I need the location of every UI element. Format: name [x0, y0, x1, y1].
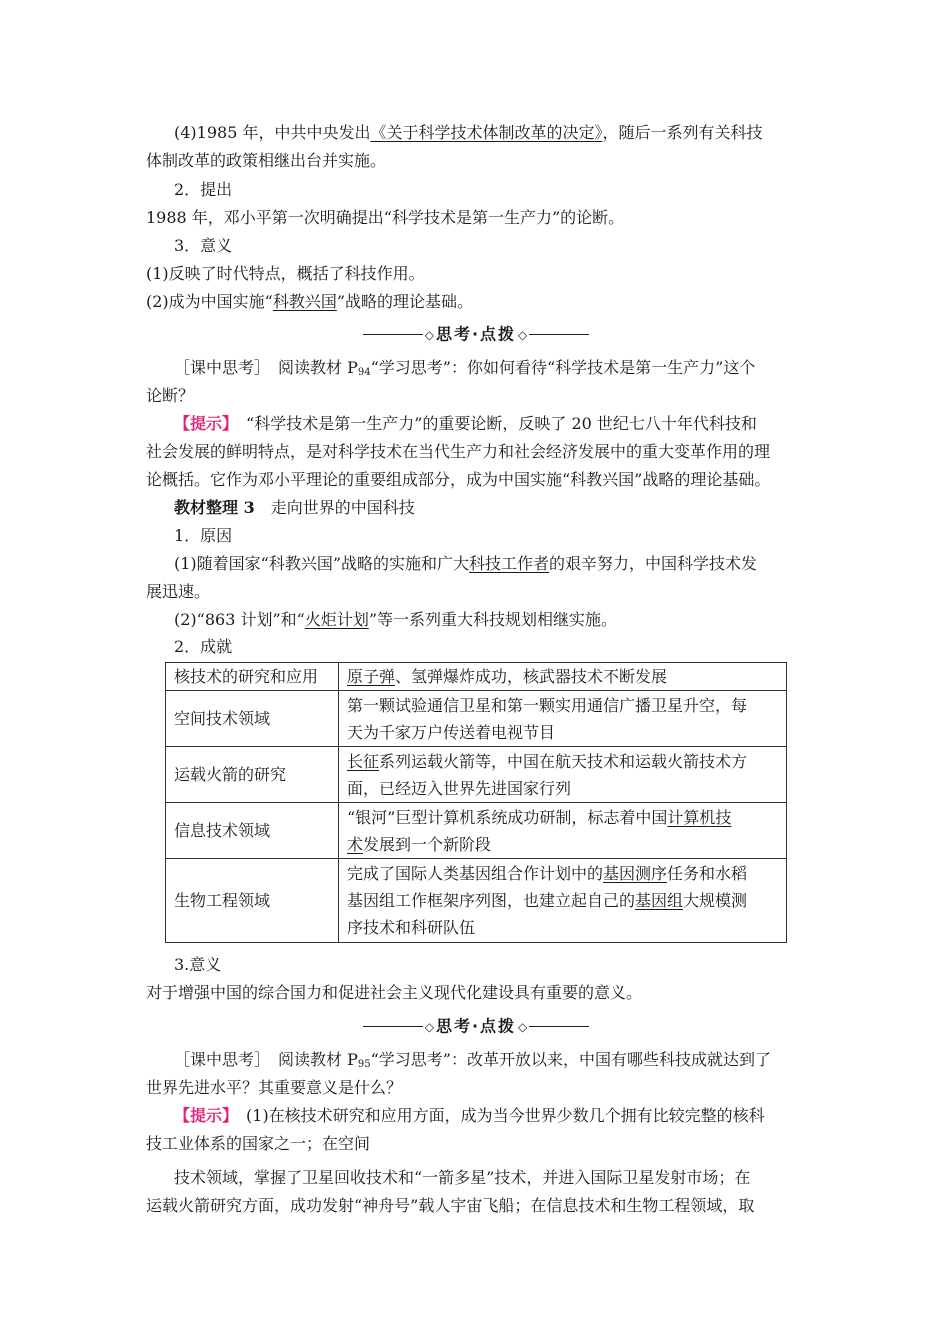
- divider-rule: [529, 334, 589, 335]
- text-segment: 第一颗试验通信卫星和第一颗实用通信广播卫星升空，每: [347, 695, 748, 715]
- think2-answer-cont2: 技术领域，掌握了卫星回收技术和“一箭多星”技术，并进入国际卫星发射市场；在: [174, 1168, 751, 1187]
- achievement-line: [347, 748, 778, 775]
- reason-1-cont: 展迅速。: [146, 582, 211, 601]
- think1-question-cont: 论断？: [146, 386, 195, 405]
- think2-answer-cont3: 运载火箭研究方面，成功发射“神舟号”载人宇宙飞船；在信息技术和生物工程领域，取: [146, 1196, 755, 1215]
- think2-answer-cont: 技工业体系的国家之一；在空间: [146, 1134, 371, 1153]
- achievement-line: [347, 831, 778, 858]
- significance-1: (1)反映了时代特点，概括了科技作用。: [146, 264, 425, 283]
- paragraph-4-cont: 体制改革的政策相继出台并实施。: [146, 151, 387, 170]
- heading-propose: 2．提出: [174, 180, 233, 199]
- text-segment: 发展到一个新阶段: [363, 834, 492, 854]
- text-segment: 面，已经迈入世界先进国家行列: [347, 778, 572, 798]
- heading-significance: 3．意义: [174, 236, 233, 255]
- field-cell: 生物工程领域: [166, 859, 339, 943]
- table-row: [166, 859, 787, 943]
- reason-2: (2)“863 计划”和“火炬计划”等一系列重大科技规划相继实施。: [174, 610, 618, 629]
- hint-label: 【提示】: [174, 414, 231, 433]
- table-row: [166, 803, 787, 859]
- think-divider-2: [146, 1014, 806, 1039]
- underlined-torch-plan: 火炬计划: [304, 610, 369, 629]
- achievement-cell: [339, 859, 787, 943]
- achievement-cell: [339, 747, 787, 803]
- underlined-kjxg: 科教兴国: [272, 292, 337, 311]
- underlined-term: 术: [347, 834, 364, 854]
- diamond-icon: ◇: [424, 327, 434, 342]
- think2-question: ［课中思考］ 阅读教材 $P_{95}“$学习思考”：改革开放以来，中国有哪些科技成就达到了: [174, 1050, 771, 1070]
- paragraph-meaning: 对于增强中国的综合国力和促进社会主义现代化建设具有重要的意义。: [146, 983, 643, 1002]
- field-cell: 空间技术领域: [166, 691, 339, 747]
- think1-question: ［课中思考］ 阅读教材 $P_{94}“$学习思考”：你如何看待“科学技术是第一生产力”这个: [174, 358, 756, 378]
- text-segment: 大规模测: [683, 891, 748, 910]
- underlined-term: 基因组: [635, 891, 684, 910]
- text-segment: 天为千家万户传送着电视节目: [347, 722, 556, 742]
- field-cell: 运载火箭的研究: [166, 747, 339, 803]
- text-segment: “银河”巨型计算机系统成功研制，标志着中国: [347, 807, 668, 827]
- underlined-term: 计算机技: [667, 807, 732, 827]
- achievement-line: [347, 719, 778, 746]
- achievement-cell: [339, 691, 787, 747]
- text-segment: 任务和水稻: [667, 864, 748, 883]
- text-segment: 完成了国际人类基因组合作计划中的: [347, 864, 604, 883]
- think2-question-cont: 世界先进水平？其重要意义是什么？: [146, 1078, 403, 1097]
- diamond-icon: ◇: [518, 1019, 528, 1034]
- significance-2: (2)成为中国实施“科教兴国”战略的理论基础。: [146, 292, 474, 311]
- achievement-line: [347, 692, 778, 719]
- heading-meaning: 3.意义: [174, 955, 222, 974]
- diamond-icon: ◇: [424, 1019, 434, 1034]
- table-row: [166, 691, 787, 747]
- achievement-cell: [339, 663, 787, 691]
- table-row: [166, 663, 787, 691]
- achievements-table: [165, 662, 787, 943]
- achievement-line: [347, 914, 778, 941]
- underlined-term: 长征: [347, 751, 380, 771]
- divider-rule: [529, 1026, 589, 1027]
- text-segment: 、氢弹爆炸成功，核武器技术不断发展: [395, 667, 668, 686]
- underlined-decision-title: 《关于科学技术体制改革的决定》: [370, 123, 603, 142]
- achievement-line: [347, 860, 778, 887]
- achievement-line: [347, 804, 778, 831]
- think1-answer-cont: 社会发展的鲜明特点，是对科学技术在当代生产力和社会经济发展中的重大变革作用的理: [146, 442, 771, 461]
- think2-answer: 【提示】 (1)在核技术研究和应用方面，成为当今世界少数几个拥有比较完整的核科: [174, 1106, 765, 1125]
- achievement-line: [347, 663, 778, 690]
- think-divider-1: [146, 322, 806, 347]
- underlined-term: 基因测序: [603, 864, 668, 883]
- reason-1: (1)随着国家“科教兴国”战略的实施和广大科技工作者的艰辛努力，中国科学技术发: [174, 554, 758, 573]
- paragraph-4: (4)1985 年，中共中央发出《关于科学技术体制改革的决定》，随后一系列有关科技: [174, 123, 763, 142]
- section3-heading: 教材整理 3 走向世界的中国科技: [174, 498, 415, 517]
- achievement-line: [347, 775, 778, 802]
- divider-rule: [363, 334, 423, 335]
- underlined-term: 原子弹: [347, 667, 396, 686]
- divider-rule: [363, 1026, 423, 1027]
- think1-answer-cont2: 论概括。它作为邓小平理论的重要组成部分，成为中国实施“科教兴国”战略的理论基础。: [146, 470, 771, 489]
- think1-answer: 【提示】 “科学技术是第一生产力”的重要论断，反映了 20 世纪七八十年代科技和: [174, 414, 757, 433]
- think-title: 思考·点拨: [435, 1016, 517, 1036]
- achievement-line: [347, 887, 778, 914]
- text-segment: 序技术和科研队伍: [347, 918, 476, 937]
- hint-label: 【提示】: [174, 1106, 231, 1125]
- field-cell: 信息技术领域: [166, 803, 339, 859]
- think-title: 思考·点拨: [435, 324, 517, 344]
- paragraph-propose: 1988 年，邓小平第一次明确提出“科学技术是第一生产力”的论断。: [146, 208, 625, 227]
- field-cell: 核技术的研究和应用: [166, 663, 339, 691]
- achievement-cell: [339, 803, 787, 859]
- text-segment: 基因组工作框架序列图，也建立起自己的: [347, 891, 636, 910]
- table-row: [166, 747, 787, 803]
- text-segment: 系列运载火箭等，中国在航天技术和运载火箭技术方: [379, 751, 748, 771]
- underlined-workers: 科技工作者: [469, 554, 550, 573]
- heading-achievements: 2．成就: [174, 637, 233, 656]
- diamond-icon: ◇: [518, 327, 528, 342]
- heading-reason: 1．原因: [174, 526, 233, 545]
